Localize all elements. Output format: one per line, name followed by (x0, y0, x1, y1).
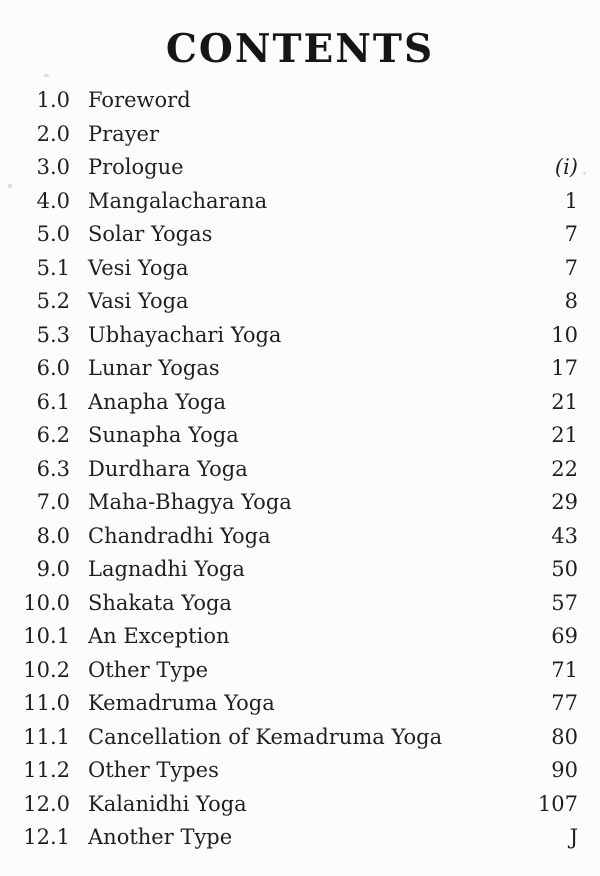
entry-page: 77 (551, 691, 578, 715)
entry-page: 21 (551, 389, 578, 414)
toc-row (0, 553, 578, 587)
entry-page: 7 (564, 222, 578, 246)
entry-number: 10.0 (23, 590, 70, 615)
entry-number: 1.0 (36, 88, 70, 112)
entry-page: 90 (551, 758, 578, 782)
toc-row (0, 352, 578, 386)
entry-title: Prayer (88, 121, 160, 146)
toc-row (0, 319, 578, 353)
entry-number: 3.0 (36, 155, 70, 179)
toc-row (0, 218, 578, 252)
entry-title: Prologue (88, 155, 184, 179)
entry-number: 5.1 (36, 255, 70, 280)
entry-number: 11.0 (23, 691, 70, 715)
entry-title: Other Type (88, 657, 209, 682)
entry-title: Solar Yogas (88, 222, 213, 246)
scan-speck (583, 172, 586, 175)
entry-page: 50 (551, 557, 578, 581)
entry-title: Cancellation of Kemadruma Yoga (88, 724, 443, 749)
toc-row (0, 419, 578, 453)
entry-title: Sunapha Yoga (88, 423, 239, 447)
toc-row (0, 84, 578, 118)
entry-page: J (569, 825, 578, 849)
toc-row (0, 620, 578, 654)
toc-row (0, 788, 578, 822)
toc-row (0, 151, 578, 185)
entry-number: 5.0 (36, 222, 70, 246)
entry-title: Anapha Yoga (88, 389, 227, 414)
entry-number: 5.2 (36, 289, 70, 313)
entry-title: Kalanidhi Yoga (88, 791, 247, 816)
entry-title: Kemadruma Yoga (88, 691, 275, 715)
scan-speck (44, 74, 49, 77)
entry-number: 4.0 (36, 188, 70, 213)
entry-page: 1 (564, 188, 578, 213)
entry-page: 10 (551, 322, 578, 347)
entry-page: 22 (551, 456, 578, 481)
entry-number: 11.1 (23, 724, 70, 749)
entry-title: Foreword (88, 88, 191, 112)
entry-number: 6.0 (36, 356, 70, 380)
entry-page: 29 (551, 490, 578, 514)
entry-title: An Exception (88, 624, 230, 648)
entry-title: Ubhayachari Yoga (88, 322, 282, 347)
entry-title: Lunar Yogas (88, 356, 220, 380)
toc-row (0, 687, 578, 721)
toc-list (0, 84, 578, 855)
toc-row (0, 285, 578, 319)
entry-number: 9.0 (36, 557, 70, 581)
entry-number: 7.0 (36, 490, 70, 514)
toc-row (0, 185, 578, 219)
entry-title: Vesi Yoga (88, 255, 189, 280)
toc-row (0, 520, 578, 554)
entry-number: 5.3 (36, 322, 70, 347)
toc-row (0, 821, 578, 855)
entry-page: 71 (551, 657, 578, 682)
entry-number: 2.0 (36, 121, 70, 146)
entry-number: 8.0 (36, 523, 70, 548)
toc-row (0, 486, 578, 520)
entry-number: 6.3 (36, 456, 70, 481)
entry-title: Mangalacharana (88, 188, 268, 213)
entry-title: Durdhara Yoga (88, 456, 248, 481)
toc-row (0, 386, 578, 420)
toc-row (0, 721, 578, 755)
toc-row (0, 453, 578, 487)
entry-page: 57 (551, 590, 578, 615)
entry-title: Other Types (88, 758, 219, 782)
toc-row (0, 587, 578, 621)
toc-row (0, 118, 578, 152)
entry-page: 7 (564, 255, 578, 280)
entry-page: 8 (564, 289, 578, 313)
entry-title: Lagnadhi Yoga (88, 557, 245, 581)
entry-page: 107 (537, 791, 578, 816)
toc-row (0, 252, 578, 286)
entry-title: Another Type (88, 825, 233, 849)
entry-title: Shakata Yoga (88, 590, 232, 615)
entry-page: 43 (551, 523, 578, 548)
page-title: CONTENTS (165, 26, 435, 72)
entry-page: 80 (551, 724, 578, 749)
entry-page: (i) (554, 155, 578, 179)
entry-page: 69 (551, 624, 578, 648)
entry-number: 12.0 (23, 791, 70, 816)
entry-number: 10.1 (23, 624, 70, 648)
entry-page: 21 (551, 423, 578, 447)
entry-page: 17 (551, 356, 578, 380)
entry-title: Vasi Yoga (88, 289, 189, 313)
entry-number: 11.2 (23, 758, 70, 782)
toc-row (0, 654, 578, 688)
entry-title: Maha-Bhagya Yoga (88, 490, 292, 514)
entry-title: Chandradhi Yoga (88, 523, 271, 548)
entry-number: 10.2 (23, 657, 70, 682)
entry-number: 6.1 (36, 389, 70, 414)
entry-number: 6.2 (36, 423, 70, 447)
entry-number: 12.1 (23, 825, 70, 849)
toc-row (0, 754, 578, 788)
